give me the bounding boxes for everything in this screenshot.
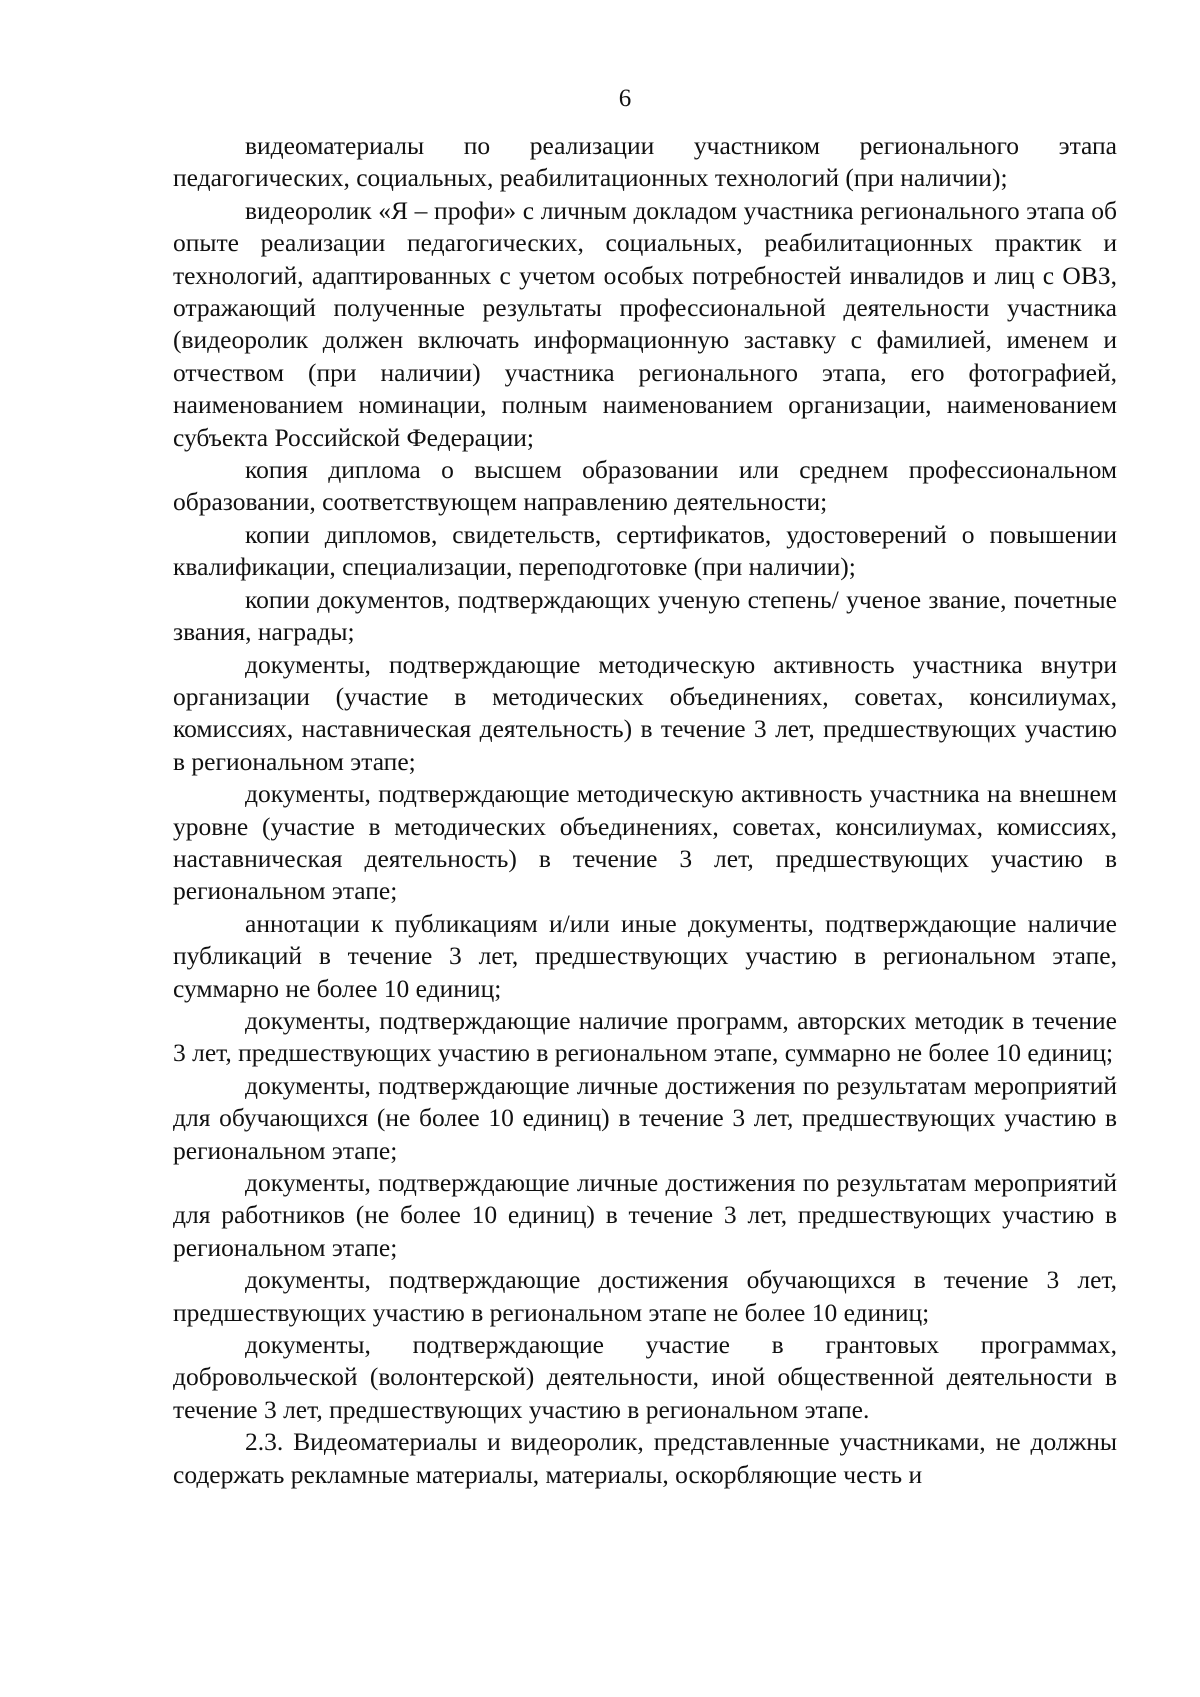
paragraph-degree-copies: копии документов, подтверждающих ученую степень/ ученое звание, почетные звания, награды; xyxy=(173,584,1117,647)
paragraph-publications: аннотации к публикациям и/или иные документы, подтверждающие наличие публикаций в течение 3 лет, предшествующих участию в региональном этапе, суммарно не более 10 единиц; xyxy=(173,908,1117,1003)
paragraph-internal-methodical-activity: документы, подтверждающие методическую активность участника внутри организации (участие в методических объединениях, советах, консилиумах, комиссиях, наставническая деятельность) в течение 3 лет, предшествующих участию в региональном этапе; xyxy=(173,649,1117,776)
page-number: 6 xyxy=(618,85,632,112)
paragraph-videomaterials: видеоматериалы по реализации участником регионального этапа педагогических, социальных, реабилитационных технологий (при наличии); xyxy=(173,131,1117,193)
paragraph-programs: документы, подтверждающие наличие программ, авторских методик в течение 3 лет, предшествующих участию в региональном этапе, суммарно не более 10 единиц; xyxy=(173,1005,1117,1068)
paragraph-video-profi: видеоролик «Я – профи» с личным докладом участника регионального этапа об опыте реализации педагогических, социальных, реабилитационных практик и технологий, адаптированных с учетом особых потребностей инвалидов и лиц с ОВЗ, отражающий полученные результаты профессиональной деятельности участника (видеоролик должен включать информационную заставку с фамилией, именем и отчеством (при наличии) участника регионального этапа, его фотографией, наименованием номинации, полным наименованием организации, наименованием субъекта Российской Федерации; xyxy=(173,195,1117,452)
paragraph-external-methodical-activity: документы, подтверждающие методическую активность участника на внешнем уровне (участие в методических объединениях, советах, консилиумах, комиссиях, наставническая деятельность) в течение 3 лет, предшествующих участию в региональном этапе; xyxy=(173,779,1117,906)
paragraph-section-2-3: 2.3. Видеоматериалы и видеоролик, представленные участниками, не должны содержать рекламные материалы, материалы, оскорбляющие честь и xyxy=(173,1427,1117,1489)
paragraph-achievements-students-events: документы, подтверждающие личные достижения по результатам мероприятий для обучающихся (не более 10 единиц) в течение 3 лет, предшествующих участию в региональном этапе; xyxy=(173,1070,1117,1165)
paragraph-qualification-copies: копии дипломов, свидетельств, сертификатов, удостоверений о повышении квалификации, специализации, переподготовке (при наличии); xyxy=(173,519,1117,582)
paragraph-student-achievements: документы, подтверждающие достижения обучающихся в течение 3 лет, предшествующих участию в региональном этапе не более 10 единиц; xyxy=(173,1265,1117,1327)
document-body xyxy=(173,130,1117,1491)
paragraph-grants-volunteering: документы, подтверждающие участие в грантовых программах, добровольческой (волонтерской) деятельности, иной общественной деятельности в течение 3 лет, предшествующих участию в региональном этапе. xyxy=(173,1330,1117,1424)
paragraph-diploma-copy: копия диплома о высшем образовании или среднем профессиональном образовании, соответствующем направлению деятельности; xyxy=(173,455,1117,517)
paragraph-achievements-workers-events: документы, подтверждающие личные достижения по результатам мероприятий для работников (не более 10 единиц) в течение 3 лет, предшествующих участию в региональном этапе; xyxy=(173,1168,1117,1262)
